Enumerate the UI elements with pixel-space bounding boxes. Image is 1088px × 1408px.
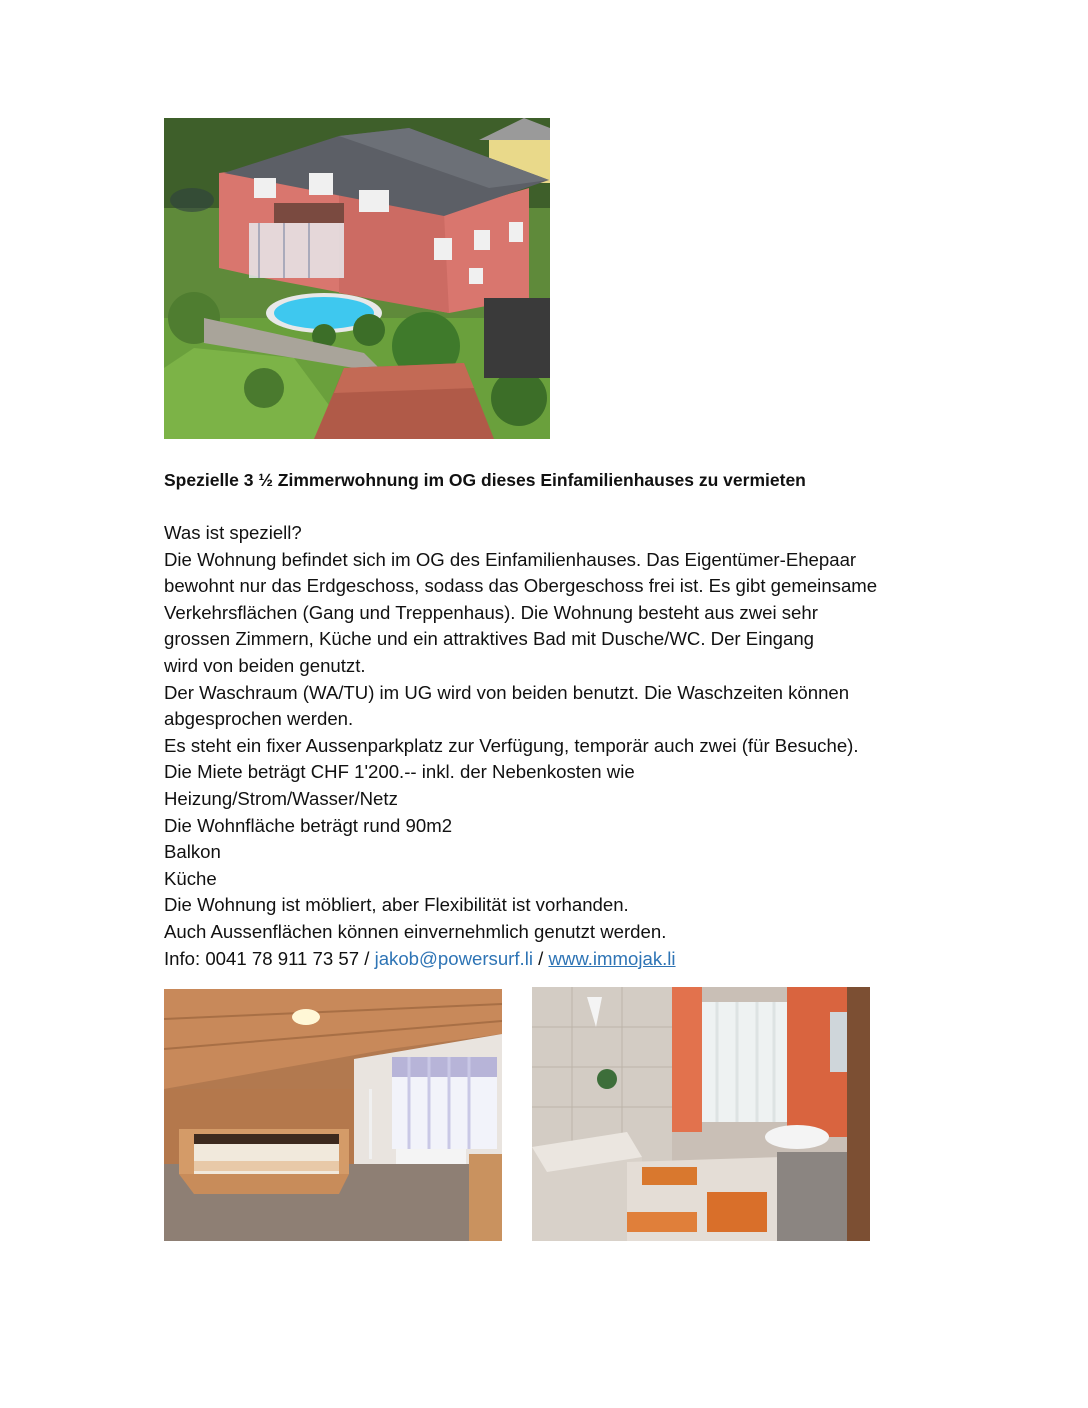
text-line: Die Wohnfläche beträgt rund 90m2 bbox=[164, 814, 453, 836]
text-line: wird von beiden genutzt. bbox=[164, 654, 366, 676]
bathroom-photo bbox=[532, 987, 870, 1241]
text-line: Küche bbox=[164, 867, 217, 889]
email-link[interactable]: jakob@powersurf.li bbox=[374, 947, 533, 969]
text-line: grossen Zimmern, Küche und ein attraktives Bad mit Dusche/WC. Der Eingang bbox=[164, 628, 815, 650]
listing-description bbox=[164, 520, 964, 972]
text-line: Balkon bbox=[164, 841, 221, 863]
text-line: Die Wohnung befindet sich im OG des Einfamilienhauses. Das Eigentümer-Ehepaar bbox=[164, 548, 857, 570]
house-photo bbox=[164, 118, 550, 439]
contact-phone: Info: 0041 78 911 73 57 / bbox=[164, 947, 375, 969]
text-line: Der Waschraum (WA/TU) im UG wird von beiden benutzt. Die Waschzeiten können bbox=[164, 681, 850, 703]
text-line: Auch Aussenflächen können einvernehmlich genutzt werden. bbox=[164, 920, 667, 942]
text-line: bewohnt nur das Erdgeschoss, sodass das Obergeschoss frei ist. Es gibt gemeinsame bbox=[164, 575, 878, 597]
text-line: Es steht ein fixer Aussenparkplatz zur Verfügung, temporär auch zwei (für Besuche). bbox=[164, 734, 859, 756]
contact-line bbox=[164, 946, 964, 973]
text-line: Verkehrsflächen (Gang und Treppenhaus). Die Wohnung besteht aus zwei sehr bbox=[164, 601, 818, 623]
listing-heading: Spezielle 3 ½ Zimmerwohnung im OG dieses Einfamilienhauses zu vermieten bbox=[164, 470, 806, 490]
text-line: abgesprochen werden. bbox=[164, 708, 354, 730]
contact-separator: / bbox=[532, 947, 549, 969]
text-line: Heizung/Strom/Wasser/Netz bbox=[164, 787, 398, 809]
text-line: Die Wohnung ist möbliert, aber Flexibilität ist vorhanden. bbox=[164, 894, 629, 916]
text-line: Die Miete beträgt CHF 1'200.-- inkl. der Nebenkosten wie bbox=[164, 761, 635, 783]
bedroom-photo bbox=[164, 989, 502, 1241]
website-link[interactable]: www.immojak.li bbox=[548, 947, 676, 969]
text-line: Was ist speziell? bbox=[164, 522, 302, 543]
